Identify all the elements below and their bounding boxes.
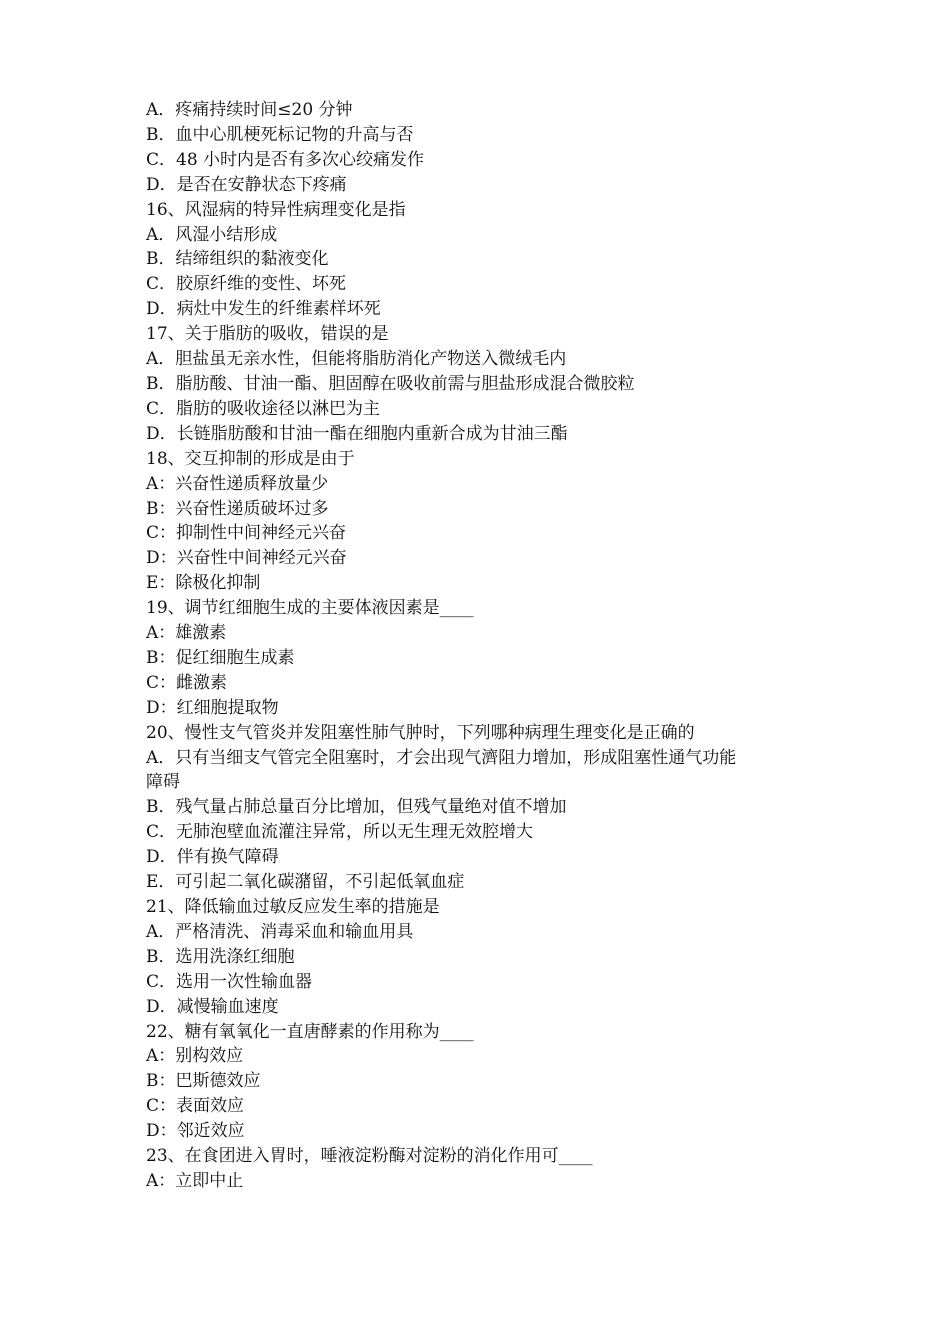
text-line: A：别构效应 bbox=[146, 1046, 244, 1067]
text-line: C：雌激素 bbox=[146, 672, 228, 693]
text-line: A：雄激素 bbox=[146, 623, 227, 644]
text-line: D：邻近效应 bbox=[146, 1121, 245, 1142]
text-line: 障碍 bbox=[146, 772, 180, 793]
text-line: E．可引起二氧化碳潴留，不引起低氧血症 bbox=[146, 872, 465, 893]
question-line: 19、调节红细胞生成的主要体液因素是____ bbox=[146, 598, 474, 619]
text-line: A．只有当细支气管完全阻塞时，才会出现气濟阻力增加，形成阻塞性通气功能 bbox=[146, 747, 737, 768]
question-line: 20、慢性支气管炎并发阻塞性肺气肿时，下列哪种病理生理变化是正确的 bbox=[146, 722, 695, 743]
question-line: 23、在食团进入胃时，唾液淀粉酶对淀粉的消化作用可____ bbox=[146, 1146, 593, 1167]
text-line: B．脂肪酸、甘油一酯、胆固醇在吸收前需与胆盐形成混合微胶粒 bbox=[146, 373, 635, 394]
text-line: D．是否在安静状态下疼痛 bbox=[146, 174, 347, 195]
text-line: D．减慢输血速度 bbox=[146, 996, 279, 1017]
text-line: B：促红细胞生成素 bbox=[146, 647, 295, 668]
text-line: E：除极化抑制 bbox=[146, 573, 261, 594]
question-line: 18、交互抑制的形成是由于 bbox=[146, 448, 355, 469]
text-line: B：兴奋性递质破坏过多 bbox=[146, 498, 329, 519]
text-line: D．病灶中发生的纤维素样坏死 bbox=[146, 299, 381, 320]
question-line: 16、风湿病的特异性病理变化是指 bbox=[146, 199, 406, 220]
text-line: C．选用一次性输血器 bbox=[146, 971, 313, 992]
text-line: A．疼痛持续时间≤20 分钟 bbox=[146, 100, 353, 120]
text-line: A：立即中止 bbox=[146, 1170, 244, 1191]
text-line: A．严格清洗、消毒采血和输血用具 bbox=[146, 921, 414, 942]
text-line: A：兴奋性递质释放量少 bbox=[146, 473, 329, 494]
text-line: D：兴奋性中间神经元兴奋 bbox=[146, 548, 347, 569]
text-line: C．48 小时内是否有多次心绞痛发作 bbox=[146, 149, 425, 170]
text-line: D：红细胞提取物 bbox=[146, 697, 279, 718]
text-line: D．长链脂肪酸和甘油一酯在细胞内重新合成为甘油三酯 bbox=[146, 423, 568, 444]
text-line: A．风湿小结形成 bbox=[146, 224, 278, 245]
text-line: B．选用洗涤红细胞 bbox=[146, 946, 295, 967]
text-line: C：抑制性中间神经元兴奋 bbox=[146, 523, 347, 544]
question-line: 22、糖有氧氧化一直唐酵素的作用称为____ bbox=[146, 1021, 474, 1042]
document-body bbox=[146, 98, 826, 1194]
text-line: B．血中心肌梗死标记物的升高与否 bbox=[146, 124, 414, 145]
text-line: B．残气量占肺总量百分比增加，但残气量绝对值不增加 bbox=[146, 797, 567, 818]
text-line: C．无肺泡壁血流灌注异常，所以无生理无效腔增大 bbox=[146, 822, 534, 843]
text-line: D．伴有换气障碍 bbox=[146, 847, 279, 868]
text-line: C．胶原纤维的变性、坏死 bbox=[146, 274, 347, 295]
text-line: B：巴斯德效应 bbox=[146, 1071, 261, 1092]
question-line: 21、降低输血过敏反应发生率的措施是 bbox=[146, 897, 440, 917]
text-line: B．结缔组织的黏液变化 bbox=[146, 249, 329, 270]
text-line: A．胆盐虽无亲水性，但能将脂肪消化产物送入微绒毛内 bbox=[146, 349, 567, 370]
question-line: 17、关于脂肪的吸收，错误的是 bbox=[146, 324, 389, 345]
text-line: C．脂肪的吸收途径以淋巴为主 bbox=[146, 398, 381, 419]
text-line: C：表面效应 bbox=[146, 1096, 245, 1117]
